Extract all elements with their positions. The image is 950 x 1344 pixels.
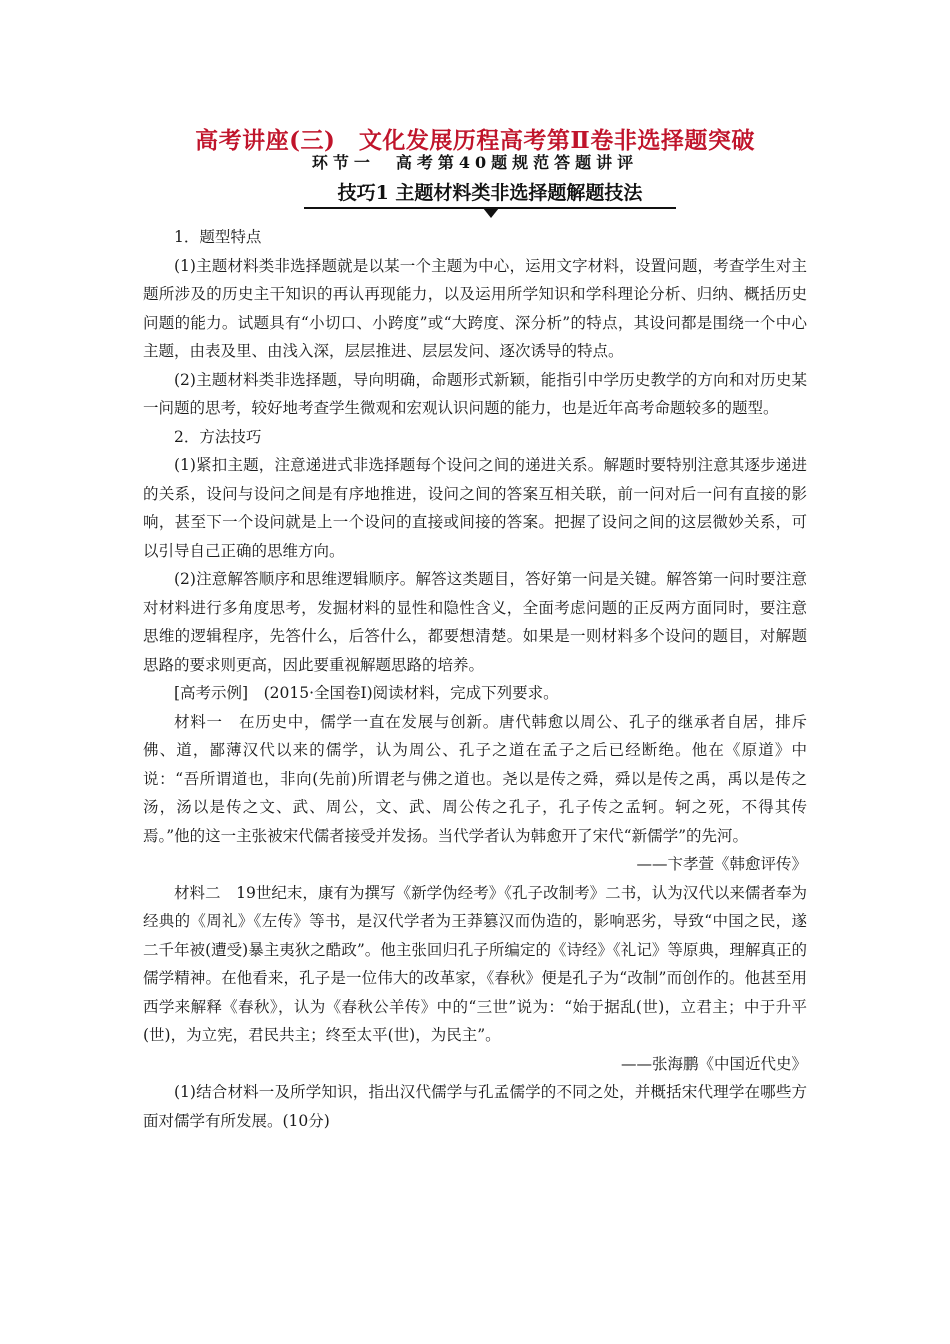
skill-heading-block xyxy=(304,178,676,218)
material-two: 材料二 19世纪末，康有为撰写《新学伪经考》《孔子改制考》二书，认为汉代以来儒者奉为经典的《周礼》《左传》等书，是汉代学者为王莽篡汉而伪造的，影响恶劣，导致“中国之民，遂二千年被(遭受)暴主夷狄之酷政”。他主张回归孔子所编定的《诗经》《礼记》等原典，理解真正的儒学精神。在他看来，孔子是一位伟大的改革家，《春秋》便是孔子为“改制”而创作的。他甚至用西学来解释《春秋》，认为《春秋公羊传》中的“三世”说为：“始于据乱(世)，立君主；中于升平(世)，为立宪，君民共主；终至太平(世)，为民主”。 xyxy=(143,883,807,1044)
paragraph: (2)注意解答顺序和思维逻辑顺序。解答这类题目，答好第一问是关键。解答第一问时要注意对材料进行多角度思考，发掘材料的显性和隐性含义，全面考虑问题的正反两方面同时，要注意思维的逻辑程序，先答什么，后答什么，都要想清楚。如果是一则材料多个设问的题目，对解题思路的要求则更高，因此要重视解题思路的培养。 xyxy=(143,570,807,674)
paragraph: (1)主题材料类非选择题就是以某一个主题为中心，运用文字材料，设置问题，考查学生对主题所涉及的历史主干知识的再认再现能力，以及运用所学知识和学科理论分析、归纳、概括历史问题的能力。试题具有“小切口、小跨度”或“大跨度、深分析”的特点，其设问都是围绕一个中心主题，由表及里、由浅入深，层层推进、层层发问、逐次诱导的特点。 xyxy=(143,256,807,360)
document-body xyxy=(143,223,807,1135)
paragraph: (2)主题材料类非选择题，导向明确，命题形式新颖，能指引中学历史教学的方向和对历史某一问题的思考，较好地考查学生微观和宏观认识问题的能力，也是近年高考命题较多的题型。 xyxy=(143,370,807,417)
section-heading: 环节一 高考第40题规范答题讲评 xyxy=(311,153,639,172)
subheading-methods: 2．方法技巧 xyxy=(174,427,262,446)
skill-heading: 技巧1 主题材料类非选择题解题技法 xyxy=(337,182,643,204)
subheading-features: 1．题型特点 xyxy=(174,228,262,246)
down-triangle-icon xyxy=(483,208,499,218)
paragraph: (1)紧扣主题，注意递进式非选择题每个设问之间的递进关系。解题时要特别注意其逐步递进的关系，设问与设问之间是有序地推进，设问之间的答案互相关联，前一问对后一问有直接的影响，甚至下一个设问就是上一个设问的直接或间接的答案。把握了设问之间的这层微妙关系，可以引导自己正确的思维方向。 xyxy=(143,456,807,560)
lecture-title: 高考讲座(三) 文化发展历程高考第Ⅱ卷非选择题突破 xyxy=(195,127,755,154)
material-two-source: ——张海鹏《中国近代史》 xyxy=(620,1054,807,1073)
question-one: (1)结合材料一及所学知识，指出汉代儒学与孔孟儒学的不同之处，并概括宋代理学在哪些方面对儒学有所发展。(10分) xyxy=(143,1083,807,1130)
exam-example-intro: [高考示例] (2015·全国卷Ⅰ)阅读材料，完成下列要求。 xyxy=(174,684,559,702)
material-one: 材料一 在历史中，儒学一直在发展与创新。唐代韩愈以周公、孔子的继承者自居，排斥佛、道，鄙薄汉代以来的儒学，认为周公、孔子之道在孟子之后已经断绝。他在《原道》中说：“吾所谓道也，非向(先前)所谓老与佛之道也。尧以是传之舜，舜以是传之禹，禹以是传之汤，汤以是传之文、武、周公，文、武、周公传之孔子，孔子传之孟轲。轲之死，不得其传焉。”他的这一主张被宋代儒者接受并发扬。当代学者认为韩愈开了宋代“新儒学”的先河。 xyxy=(143,712,807,845)
material-one-source: ——卞孝萱《韩愈评传》 xyxy=(636,855,807,873)
